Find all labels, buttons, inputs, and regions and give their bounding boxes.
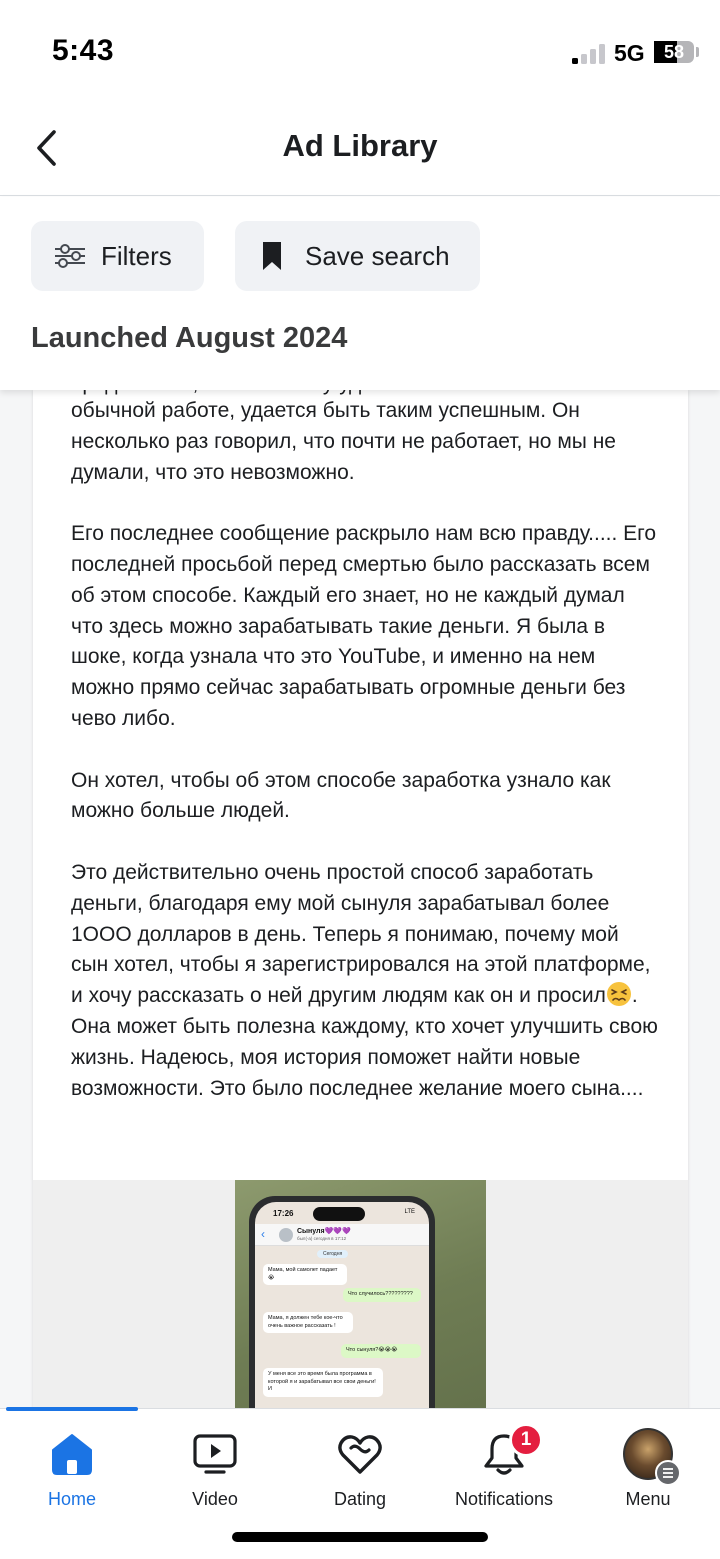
battery-level: 58 (663, 42, 685, 62)
network-type: 5G (614, 40, 645, 66)
ad-paragraph: обычной работе, удается быть таким успешным. Он несколько раз говорил, что почти не работает, но мы не думали, что это невозможно. (71, 399, 616, 484)
home-icon (47, 1429, 97, 1479)
ad-paragraph (71, 858, 661, 1104)
profile-avatar-icon (623, 1429, 673, 1479)
ad-paragraph: Он хотел, чтобы об этом способе заработка узнало как можно больше людей. (71, 768, 611, 823)
menu-lines-icon (655, 1460, 681, 1486)
status-time: 5:43 (52, 34, 115, 67)
nav-home[interactable] (22, 1409, 122, 1529)
page-title: Ad Library (282, 128, 438, 163)
chat-back-icon: ‹ (261, 1227, 265, 1241)
nav-video-label: Video (192, 1489, 238, 1509)
launched-date-heading: Launched August 2024 (31, 322, 348, 354)
ad-card[interactable] (33, 390, 688, 1490)
bell-icon (479, 1429, 532, 1479)
filter-bar (0, 197, 720, 390)
ad-paragraph: Его последнее сообщение раскрыло нам всю правду..... Его последней просьбой перед смертью было рассказать всем об этом способе. Каждый его знает, но не каждый думал что здесь можно зарабатывать такие деньги. Я была в шоке, когда узнала что это YouTube, и именно на нем можно прямо сейчас зарабатывать огромные деньги без чево либо. (71, 522, 657, 730)
nav-home-label: Home (47, 1489, 96, 1509)
battery-tip (696, 47, 699, 57)
chat-day-label: Сегодня (317, 1250, 348, 1258)
chat-message-in: У меня все это время была программа в которой я и зарабатывал все свои деньги! И (263, 1368, 383, 1397)
sliders-icon (53, 243, 87, 269)
save-search-label: Save search (305, 240, 450, 271)
phone-status: LTE (404, 1209, 415, 1215)
status-bar (0, 0, 720, 100)
chat-message-in: Мама, я должен тебе кое-что очень важное рассказать ! (263, 1312, 353, 1333)
cellular-signal-icon (572, 42, 606, 64)
nav-menu-label: Menu (625, 1489, 671, 1509)
nav-dating[interactable] (310, 1409, 410, 1529)
nav-dating-label: Dating (333, 1489, 387, 1509)
filters-label: Filters (101, 240, 172, 271)
chat-message-out: Что случилось????????? (343, 1288, 421, 1302)
video-icon (190, 1429, 240, 1479)
chat-contact-name: Сынуля💜💜💜 (297, 1228, 351, 1235)
chat-contact-status: был(-а) сегодня в 17:12 (297, 1236, 347, 1241)
ad-body-text (71, 396, 661, 1135)
chat-message-in: Мама, мой самолет падает😭 (263, 1264, 347, 1285)
chat-header (255, 1224, 429, 1246)
dynamic-island (313, 1207, 365, 1221)
app-header (0, 100, 720, 196)
ad-results-list[interactable] (0, 390, 720, 1408)
nav-menu[interactable] (598, 1409, 698, 1529)
home-indicator[interactable] (232, 1532, 488, 1542)
phone-time: 17:26 (273, 1209, 294, 1218)
persevering-face-emoji-icon (606, 981, 632, 1007)
battery-icon (654, 41, 694, 63)
nav-notifications-label: Notifications (454, 1489, 554, 1509)
notification-count-badge: 1 (509, 1423, 543, 1457)
bookmark-icon (261, 240, 283, 272)
filters-button[interactable] (31, 221, 204, 291)
dating-heart-icon (335, 1429, 385, 1479)
avatar (623, 1428, 673, 1480)
ad-paragraph-end: . Она может быть полезна каждому, кто хочет улучшить свою жизнь. Надеюсь, моя история поможет найти новые возможности. Это было последнее желание моего сына.... (71, 984, 658, 1100)
chat-message-out: Что сынуля?😭😭😭 (341, 1344, 421, 1358)
save-search-button[interactable] (235, 221, 480, 291)
nav-video[interactable] (165, 1409, 265, 1529)
nav-notifications[interactable] (440, 1409, 568, 1529)
chat-avatar (279, 1228, 293, 1242)
ad-paragraph-start: Это действительно очень простой способ заработать деньги, благодаря ему мой сынуля зарабатывал более 1OOO долларов в день. Теперь я понимаю, почему мой сын хотел, чтобы я зарегистрировался на этой платформе, и хочу рассказать о ней другим людям как он и просил (71, 860, 651, 1008)
